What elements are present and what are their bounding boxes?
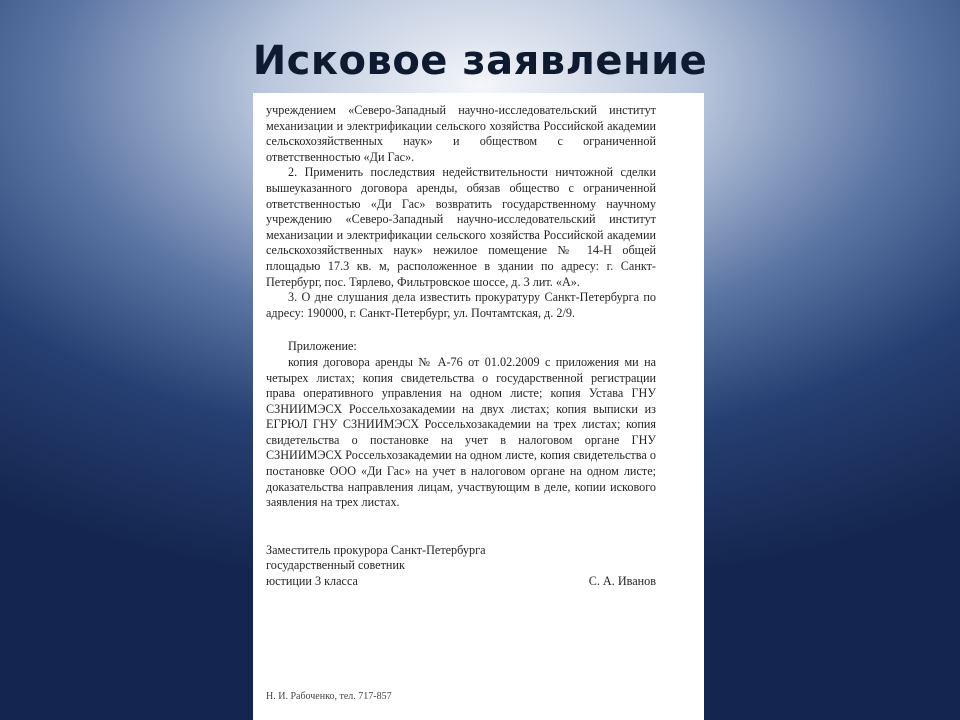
document-footer: Н. И. Рабоченко, тел. 717-857 <box>266 691 392 702</box>
document-page <box>253 93 704 720</box>
paragraph-2: 2. Применить последствия недействительности ничтожной сделки вышеуказанного договора аренды, обязав общество с ограниченной ответственностью «Ди Гас» возвратить государственному научному учреждению «Северо-Западный научно-исследовательский институт механизации и электрификации сельского хозяйства Российской академии сельскохозяйственных наук» нежилое помещение № 14-Н общей площадью 17.3 кв. м, расположенное в здании по адресу: г. Санкт-Петербург, пос. Тярлево, Фильтровское шоссе, д. 3 лит. «А». <box>266 165 656 289</box>
signature-block <box>266 543 656 590</box>
signature-rank-class: юстиции 3 класса <box>266 574 358 589</box>
appendix-text: копия договора аренды № А-76 от 01.02.2009 с приложения ми на четырех листах; копия свидетельства о государственной регистрации права оперативного управления на одном листе; копия Устава ГНУ СЗНИИМЭСХ Россельхозакадемии на двух листах; копия выписки из ЕГРЮЛ ГНУ СЗНИИМЭСХ Россельхозакадемии на трех листах; копия свидетельства о постановке на учет в налоговом органе ГНУ СЗНИИМЭСХ Россельхозакадемии на одном листе, копия свидетельства о постановке ООО «Ди Гас» на учет в налоговом органе на одном листе; доказательства направления лицам, участвующим в деле, копии искового заявления на трех листах. <box>266 354 656 510</box>
appendix-heading: Приложение: <box>288 339 357 354</box>
slide-title: Исковое заявление <box>252 38 708 84</box>
signatory-name: С. А. Иванов <box>588 574 656 589</box>
paragraph-intro: учреждением «Северо-Западный научно-исследовательский институт механизации и электрификации сельского хозяйства Российской академии сельскохозяйственных наук» и обществом с ограниченной ответственностью «Ди Гас». <box>266 103 656 164</box>
paragraph-3: 3. О дне слушания дела известить прокуратуру Санкт-Петербурга по адресу: 190000, г. Санкт-Петербург, ул. Почтамтская, д. 2/9. <box>266 290 656 320</box>
signature-position: Заместитель прокурора Санкт-Петербурга <box>266 542 486 557</box>
signature-rank: государственный советник <box>266 558 405 573</box>
